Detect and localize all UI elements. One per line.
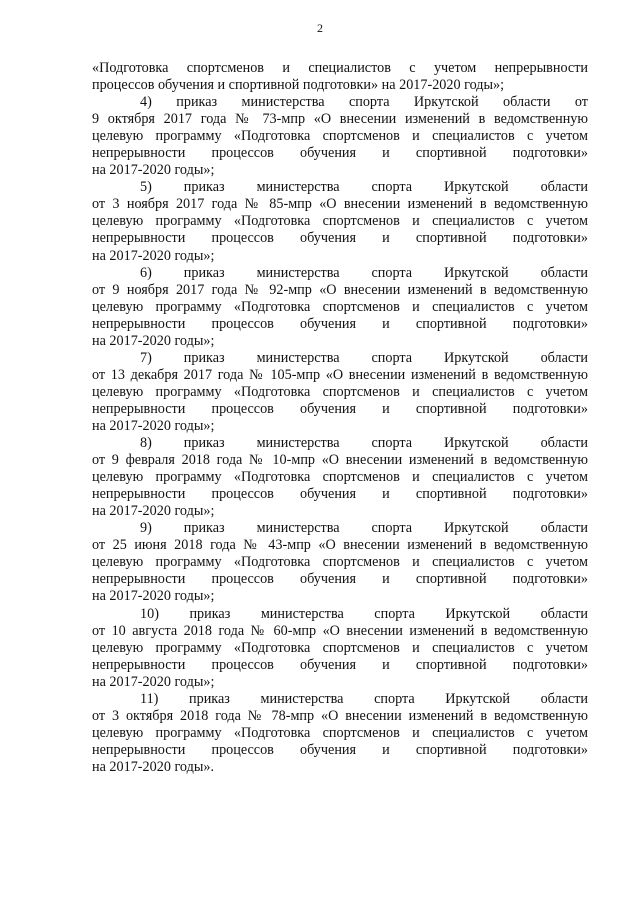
- text-line: 7) приказ министерства спорта Иркутской области: [140, 349, 588, 366]
- paragraph: [92, 60, 588, 94]
- text-line: на 2017-2020 годы».: [92, 758, 214, 775]
- paragraph: [92, 435, 588, 520]
- text-line: 11) приказ министерства спорта Иркутской области: [140, 690, 588, 707]
- text-line: непрерывности процессов обучения и спортивной подготовки»: [92, 400, 588, 417]
- text-line: от 3 октября 2018 года № 78-мпр «О внесении изменений в ведомственную: [92, 707, 588, 724]
- paragraph: [92, 94, 588, 179]
- text-line: от 3 ноября 2017 года № 85-мпр «О внесении изменений в ведомственную: [92, 196, 588, 213]
- text-line: от 25 июня 2018 года № 43-мпр «О внесении изменений в ведомственную: [92, 537, 588, 554]
- text-line: целевую программу «Подготовка спортсменов и специалистов с учетом: [92, 213, 588, 230]
- text-line: от 13 декабря 2017 года № 105-мпр «О внесении изменений в ведомственную: [92, 366, 588, 383]
- text-line: непрерывности процессов обучения и спортивной подготовки»: [92, 741, 588, 758]
- text-line: 9 октября 2017 года № 73-мпр «О внесении изменений в ведомственную: [92, 111, 588, 128]
- text-line: «Подготовка спортсменов и специалистов с учетом непрерывности: [92, 60, 588, 76]
- text-line: на 2017-2020 годы»;: [92, 503, 215, 520]
- text-line: на 2017-2020 годы»;: [92, 247, 215, 264]
- text-line: непрерывности процессов обучения и спортивной подготовки»: [92, 571, 588, 588]
- text-line: целевую программу «Подготовка спортсменов и специалистов с учетом: [92, 128, 588, 145]
- text-line: 4) приказ министерства спорта Иркутской области от: [140, 94, 588, 111]
- text-line: целевую программу «Подготовка спортсменов и специалистов с учетом: [92, 554, 588, 571]
- text-line: 8) приказ министерства спорта Иркутской области: [140, 435, 588, 452]
- paragraph: [92, 606, 588, 691]
- text-line: от 10 августа 2018 года № 60-мпр «О внесении изменений в ведомственную: [92, 622, 588, 639]
- text-line: целевую программу «Подготовка спортсменов и специалистов с учетом: [92, 383, 588, 400]
- text-line: от 9 ноября 2017 года № 92-мпр «О внесении изменений в ведомственную: [92, 281, 588, 298]
- text-line: целевую программу «Подготовка спортсменов и специалистов с учетом: [92, 469, 588, 486]
- text-line: 6) приказ министерства спорта Иркутской области: [140, 264, 588, 281]
- text-line: от 9 февраля 2018 года № 10-мпр «О внесении изменений в ведомственную: [92, 452, 588, 469]
- text-line: непрерывности процессов обучения и спортивной подготовки»: [92, 230, 588, 247]
- text-line: на 2017-2020 годы»;: [92, 332, 215, 349]
- paragraph: [92, 691, 588, 776]
- page-number: 2: [317, 21, 323, 35]
- document-body: [92, 60, 588, 776]
- text-line: на 2017-2020 годы»;: [92, 162, 215, 179]
- text-line: непрерывности процессов обучения и спортивной подготовки»: [92, 486, 588, 503]
- paragraph: [92, 350, 588, 435]
- text-line: на 2017-2020 годы»;: [92, 673, 215, 690]
- text-line: непрерывности процессов обучения и спортивной подготовки»: [92, 315, 588, 332]
- text-line: 10) приказ министерства спорта Иркутской области: [140, 605, 588, 622]
- text-line: на 2017-2020 годы»;: [92, 417, 215, 434]
- paragraph: [92, 265, 588, 350]
- paragraph: [92, 179, 588, 264]
- text-line: непрерывности процессов обучения и спортивной подготовки»: [92, 656, 588, 673]
- text-line: непрерывности процессов обучения и спортивной подготовки»: [92, 145, 588, 162]
- text-line: целевую программу «Подготовка спортсменов и специалистов с учетом: [92, 639, 588, 656]
- text-line: 9) приказ министерства спорта Иркутской области: [140, 520, 588, 537]
- paragraph: [92, 520, 588, 605]
- text-line: целевую программу «Подготовка спортсменов и специалистов с учетом: [92, 724, 588, 741]
- text-line: процессов обучения и спортивной подготовки» на 2017-2020 годы»;: [92, 77, 505, 94]
- text-line: целевую программу «Подготовка спортсменов и специалистов с учетом: [92, 298, 588, 315]
- text-line: на 2017-2020 годы»;: [92, 588, 215, 605]
- text-line: 5) приказ министерства спорта Иркутской области: [140, 179, 588, 196]
